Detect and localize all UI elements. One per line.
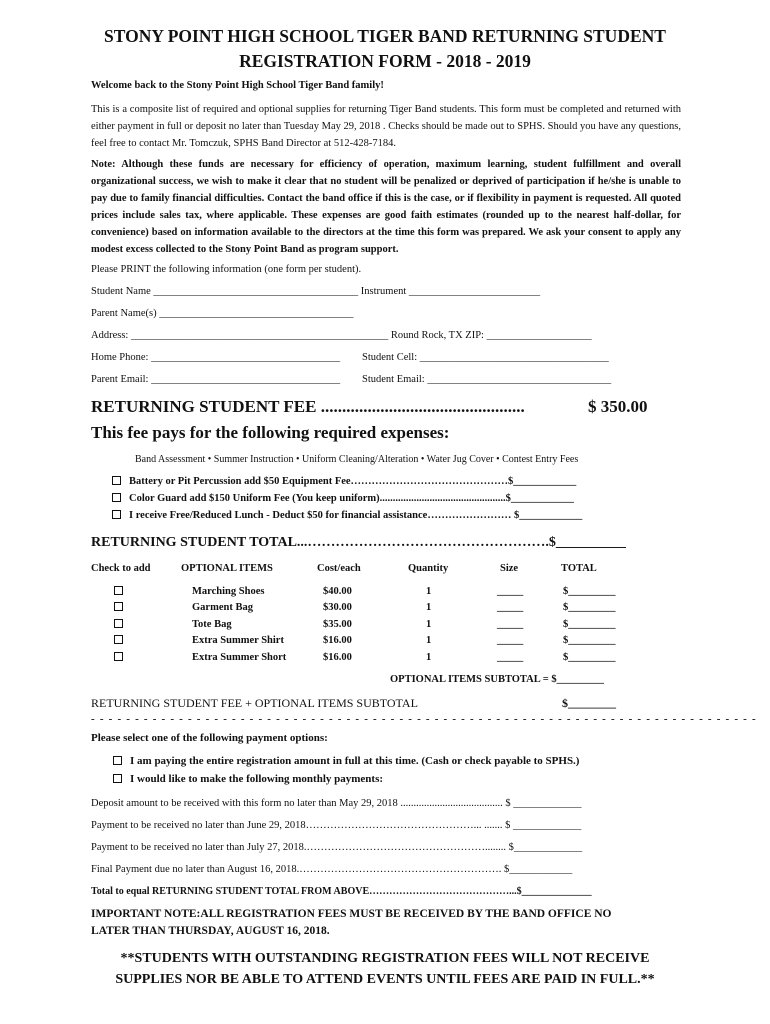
item-quantity: 1: [426, 602, 432, 613]
header-size: Size: [500, 563, 519, 574]
checkbox-icon[interactable]: [114, 602, 123, 611]
option-label: I receive Free/Reduced Lunch - Deduct $50 for financial assistance…………………… $____________: [129, 510, 583, 521]
form-title-line1: STONY POINT HIGH SCHOOL TIGER BAND RETURNING STUDENT: [104, 26, 666, 46]
address-field[interactable]: Address: _________________________________________________ Round Rock, TX ZIP: ____________________: [91, 330, 592, 341]
checkbox-icon[interactable]: [113, 756, 122, 765]
table-row: [114, 652, 131, 663]
item-cost: $35.00: [323, 619, 352, 630]
optional-subtotal[interactable]: OPTIONAL ITEMS SUBTOTAL = $_________: [390, 674, 604, 685]
checkbox-icon[interactable]: [114, 586, 123, 595]
item-size-field[interactable]: _____: [497, 619, 524, 630]
item-name: Garment Bag: [192, 602, 253, 613]
table-row: [114, 586, 131, 597]
percussion-option[interactable]: [112, 476, 576, 487]
header-total: TOTAL: [561, 563, 597, 574]
important-note-line1: IMPORTANT NOTE:ALL REGISTRATION FEES MUST BE RECEIVED BY THE BAND OFFICE NO: [91, 908, 612, 920]
item-size-field[interactable]: _____: [497, 602, 524, 613]
note-paragraph: Note: Although these funds are necessary for efficiency of operation, maximum learning, student fulfillment and overall organizational success, we wish to make it clear that no student will be penalized or deprived of participation if he/she is unable to pay due to family financial difficulties. Contact the band office if this is the case, or if flexibility in payment is requested. All quoted prices include sales tax, where applicable. These expenses are good faith estimates (rounded up to the nearest half-dollar, for convenience) based on information available to the directors at the time this form was prepared. We ask your consent to apply any modest excess collected to the Stony Point Band as program support.: [91, 159, 681, 255]
option-label: I am paying the entire registration amount in full at this time. (Cash or check payable to SPHS.): [130, 755, 580, 767]
item-total-field[interactable]: $_________: [563, 586, 616, 597]
deposit-line[interactable]: Deposit amount to be received with this form no later than May 29, 2018 ....................................... $ _____________: [91, 798, 582, 809]
required-expenses-list: Band Assessment • Summer Instruction • Uniform Cleaning/Alteration • Water Jug Cover • Contest Entry Fees: [135, 454, 579, 465]
pay-in-full-option[interactable]: [113, 755, 579, 767]
returning-student-total[interactable]: RETURNING STUDENT TOTAL...…………………………………………….$__________: [91, 535, 626, 550]
important-note-line2: LATER THAN THURSDAY, AUGUST 16, 2018.: [91, 925, 330, 937]
header-quantity: Quantity: [408, 563, 449, 574]
checkbox-icon[interactable]: [112, 510, 121, 519]
parent-email-field[interactable]: Parent Email: ____________________________________: [91, 374, 341, 385]
item-quantity: 1: [426, 619, 432, 630]
item-cost: $16.00: [323, 652, 352, 663]
item-quantity: 1: [426, 586, 432, 597]
fee-pays-for-heading: This fee pays for the following required expenses:: [91, 423, 450, 442]
checkbox-icon[interactable]: [114, 652, 123, 661]
student-email-field[interactable]: Student Email: ___________________________________: [362, 374, 612, 385]
table-row: [114, 635, 131, 646]
checkbox-icon[interactable]: [112, 493, 121, 502]
item-name: Tote Bag: [192, 619, 232, 630]
item-total-field[interactable]: $_________: [563, 635, 616, 646]
parent-names-field[interactable]: Parent Name(s) _____________________________________: [91, 308, 354, 319]
item-quantity: 1: [426, 635, 432, 646]
option-label: Color Guard add $150 Uniform Fee (You keep uniform)................................................$____________: [129, 493, 574, 504]
july-payment-line[interactable]: Payment to be received no later than July 27, 2018.……………………………………………........ $_____________: [91, 842, 583, 853]
combined-subtotal-label: RETURNING STUDENT FEE + OPTIONAL ITEMS SUBTOTAL: [91, 696, 418, 710]
item-size-field[interactable]: _____: [497, 635, 524, 646]
item-name: Extra Summer Shirt: [192, 635, 284, 646]
welcome-text: Welcome back to the Stony Point High School Tiger Band family!: [91, 80, 384, 91]
final-payment-line[interactable]: Final Payment due no later than August 16, 2018.…………………………………………………. $____________: [91, 864, 573, 875]
item-size-field[interactable]: _____: [497, 586, 524, 597]
cut-divider: - - - - - - - - - - - - - - - - - - - - - - - - - - - - - - - - - - - - - - - - - - - - - - - - - - - - - - - - - - - - - - - - - - - - - - - - - - - -: [91, 713, 757, 725]
student-name-instrument-field[interactable]: Student Name _______________________________________ Instrument _________________________: [91, 286, 541, 297]
returning-fee-amount: $ 350.00: [588, 397, 648, 416]
checkbox-icon[interactable]: [113, 774, 122, 783]
header-cost: Cost/each: [317, 563, 361, 574]
payment-prompt: Please select one of the following payment options:: [91, 732, 328, 744]
june-payment-line[interactable]: Payment to be received no later than June 29, 2018…………………………………………... ....... $ _____________: [91, 820, 582, 831]
item-cost: $16.00: [323, 635, 352, 646]
form-title-line2: REGISTRATION FORM - 2018 - 2019: [239, 51, 531, 71]
final-warning-line1: **STUDENTS WITH OUTSTANDING REGISTRATION FEES WILL NOT RECEIVE: [120, 951, 650, 966]
item-total-field[interactable]: $_________: [563, 619, 616, 630]
checkbox-icon[interactable]: [114, 635, 123, 644]
table-row: [114, 619, 131, 630]
item-quantity: 1: [426, 652, 432, 663]
home-phone-field[interactable]: Home Phone: ____________________________________: [91, 352, 341, 363]
checkbox-icon[interactable]: [112, 476, 121, 485]
final-warning-line2: SUPPLIES NOR BE ABLE TO ATTEND EVENTS UNTIL FEES ARE PAID IN FULL.**: [115, 972, 655, 987]
item-total-field[interactable]: $_________: [563, 652, 616, 663]
option-label: Battery or Pit Percussion add $50 Equipment Fee………………………………………$____________: [129, 476, 577, 487]
monthly-payment-option[interactable]: [113, 773, 383, 785]
item-total-field[interactable]: $_________: [563, 602, 616, 613]
item-name: Marching Shoes: [192, 586, 265, 597]
table-row: [114, 602, 131, 613]
returning-fee-label: RETURNING STUDENT FEE ................................................: [91, 397, 525, 416]
print-instruction: Please PRINT the following information (one form per student).: [91, 264, 362, 275]
header-item: OPTIONAL ITEMS: [181, 563, 273, 574]
item-cost: $40.00: [323, 586, 352, 597]
option-label: I would like to make the following monthly payments:: [130, 773, 384, 785]
student-cell-field[interactable]: Student Cell: ____________________________________: [362, 352, 609, 363]
intro-paragraph: This is a composite list of required and optional supplies for returning Tiger Band students. This form must be completed and returned with either payment in full or deposit no later than Tuesday May 29, 2018 . Checks should be made out to SPHS. Should you have any questions, feel free to contact Mr. Tomczuk, SPHS Band Director at 512-428-7184.: [91, 104, 681, 149]
header-check: Check to add: [91, 563, 151, 574]
item-size-field[interactable]: _____: [497, 652, 524, 663]
payment-total-line[interactable]: Total to equal RETURNING STUDENT TOTAL FROM ABOVE……………………………………...$______________: [91, 886, 592, 897]
item-cost: $30.00: [323, 602, 352, 613]
combined-subtotal-field[interactable]: $________: [562, 696, 616, 710]
color-guard-option[interactable]: [112, 493, 574, 504]
checkbox-icon[interactable]: [114, 619, 123, 628]
free-lunch-option[interactable]: [112, 510, 582, 521]
item-name: Extra Summer Short: [192, 652, 287, 663]
